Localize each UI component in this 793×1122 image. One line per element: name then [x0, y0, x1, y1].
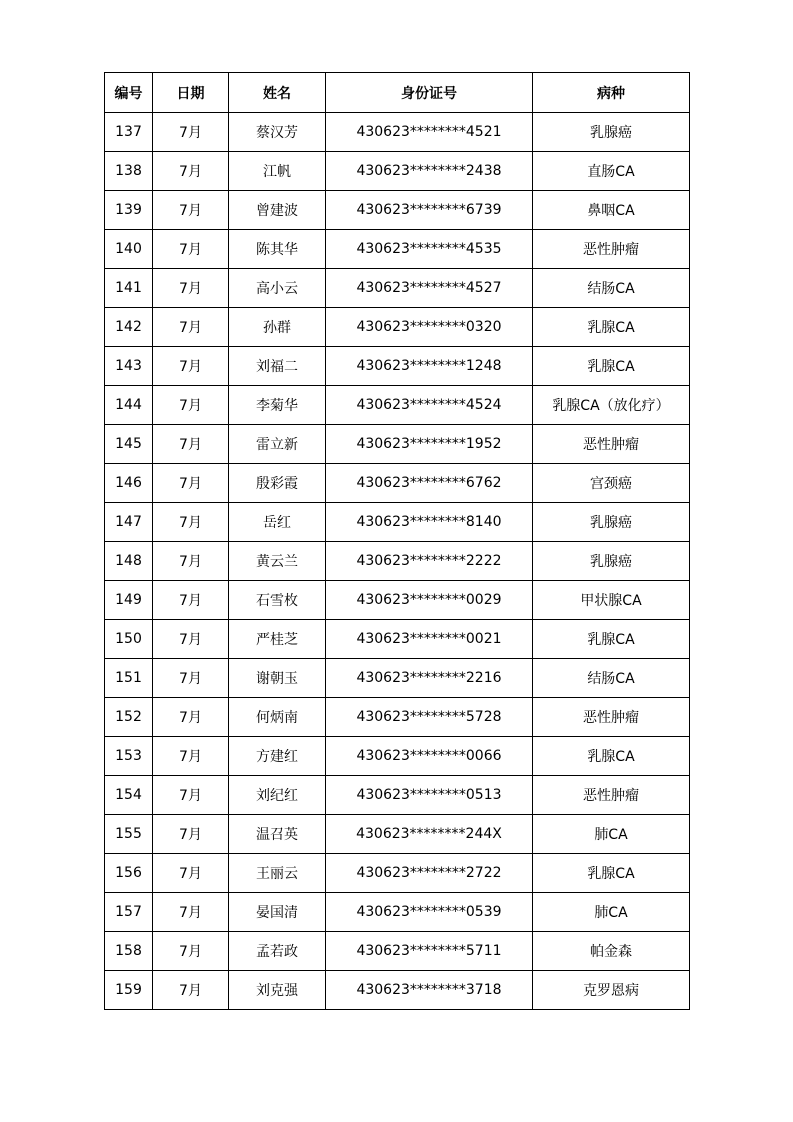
cell-name: 孟若政 [229, 932, 326, 971]
cell-date: 7月 [153, 893, 229, 932]
cell-disease: 鼻咽CA [533, 191, 690, 230]
table-row [105, 620, 690, 659]
cell-number: 150 [105, 620, 153, 659]
cell-number: 145 [105, 425, 153, 464]
table-row [105, 737, 690, 776]
cell-name: 刘克强 [229, 971, 326, 1010]
table-row [105, 269, 690, 308]
cell-number: 141 [105, 269, 153, 308]
cell-name: 何炳南 [229, 698, 326, 737]
cell-date: 7月 [153, 542, 229, 581]
cell-number: 147 [105, 503, 153, 542]
cell-date: 7月 [153, 854, 229, 893]
table-row [105, 542, 690, 581]
table-row [105, 698, 690, 737]
cell-date: 7月 [153, 308, 229, 347]
cell-number: 137 [105, 113, 153, 152]
cell-id-number: 430623********2438 [326, 152, 533, 191]
table-row [105, 230, 690, 269]
cell-id-number: 430623********4524 [326, 386, 533, 425]
cell-date: 7月 [153, 230, 229, 269]
table-row [105, 347, 690, 386]
cell-disease: 结肠CA [533, 659, 690, 698]
table-header-row [105, 73, 690, 113]
table-row [105, 308, 690, 347]
cell-number: 155 [105, 815, 153, 854]
cell-number: 138 [105, 152, 153, 191]
cell-disease: 帕金森 [533, 932, 690, 971]
cell-date: 7月 [153, 191, 229, 230]
cell-date: 7月 [153, 815, 229, 854]
cell-name: 王丽云 [229, 854, 326, 893]
cell-date: 7月 [153, 737, 229, 776]
cell-name: 岳红 [229, 503, 326, 542]
table-row [105, 581, 690, 620]
cell-number: 153 [105, 737, 153, 776]
cell-disease: 恶性肿瘤 [533, 425, 690, 464]
cell-id-number: 430623********0320 [326, 308, 533, 347]
table-row [105, 776, 690, 815]
cell-name: 陈其华 [229, 230, 326, 269]
cell-id-number: 430623********8140 [326, 503, 533, 542]
cell-number: 140 [105, 230, 153, 269]
cell-id-number: 430623********0066 [326, 737, 533, 776]
table-row [105, 152, 690, 191]
cell-number: 148 [105, 542, 153, 581]
cell-number: 143 [105, 347, 153, 386]
cell-id-number: 430623********5711 [326, 932, 533, 971]
cell-id-number: 430623********5728 [326, 698, 533, 737]
cell-number: 144 [105, 386, 153, 425]
cell-disease: 乳腺癌 [533, 503, 690, 542]
cell-date: 7月 [153, 269, 229, 308]
table-row [105, 815, 690, 854]
cell-disease: 肺CA [533, 893, 690, 932]
table-row [105, 464, 690, 503]
table-row [105, 932, 690, 971]
cell-date: 7月 [153, 347, 229, 386]
cell-date: 7月 [153, 113, 229, 152]
cell-number: 146 [105, 464, 153, 503]
cell-number: 139 [105, 191, 153, 230]
cell-disease: 恶性肿瘤 [533, 698, 690, 737]
cell-name: 方建红 [229, 737, 326, 776]
cell-date: 7月 [153, 698, 229, 737]
cell-disease: 乳腺CA [533, 737, 690, 776]
cell-name: 李菊华 [229, 386, 326, 425]
table-row [105, 113, 690, 152]
cell-id-number: 430623********0021 [326, 620, 533, 659]
cell-date: 7月 [153, 776, 229, 815]
cell-date: 7月 [153, 659, 229, 698]
cell-number: 159 [105, 971, 153, 1010]
cell-id-number: 430623********2216 [326, 659, 533, 698]
cell-id-number: 430623********0513 [326, 776, 533, 815]
cell-name: 雷立新 [229, 425, 326, 464]
cell-disease: 乳腺癌 [533, 542, 690, 581]
cell-id-number: 430623********2722 [326, 854, 533, 893]
cell-disease: 宫颈癌 [533, 464, 690, 503]
cell-disease: 乳腺CA [533, 308, 690, 347]
cell-disease: 克罗恩病 [533, 971, 690, 1010]
cell-disease: 结肠CA [533, 269, 690, 308]
cell-id-number: 430623********2222 [326, 542, 533, 581]
cell-name: 蔡汉芳 [229, 113, 326, 152]
cell-date: 7月 [153, 971, 229, 1010]
cell-disease: 乳腺CA [533, 620, 690, 659]
table-row [105, 425, 690, 464]
cell-id-number: 430623********6762 [326, 464, 533, 503]
table-row [105, 971, 690, 1010]
cell-disease: 直肠CA [533, 152, 690, 191]
cell-number: 156 [105, 854, 153, 893]
cell-number: 152 [105, 698, 153, 737]
cell-number: 142 [105, 308, 153, 347]
header-name: 姓名 [229, 73, 326, 113]
table-row [105, 659, 690, 698]
cell-name: 高小云 [229, 269, 326, 308]
cell-disease: 乳腺CA（放化疗） [533, 386, 690, 425]
cell-date: 7月 [153, 464, 229, 503]
cell-id-number: 430623********244X [326, 815, 533, 854]
cell-id-number: 430623********4521 [326, 113, 533, 152]
cell-name: 严桂芝 [229, 620, 326, 659]
cell-id-number: 430623********0539 [326, 893, 533, 932]
cell-name: 晏国清 [229, 893, 326, 932]
cell-number: 157 [105, 893, 153, 932]
cell-name: 刘福二 [229, 347, 326, 386]
cell-date: 7月 [153, 386, 229, 425]
cell-date: 7月 [153, 932, 229, 971]
cell-disease: 乳腺CA [533, 347, 690, 386]
cell-disease: 肺CA [533, 815, 690, 854]
cell-number: 151 [105, 659, 153, 698]
cell-disease: 乳腺CA [533, 854, 690, 893]
cell-number: 154 [105, 776, 153, 815]
cell-name: 刘纪红 [229, 776, 326, 815]
cell-name: 孙群 [229, 308, 326, 347]
table-body [105, 113, 690, 1010]
header-date: 日期 [153, 73, 229, 113]
cell-id-number: 430623********6739 [326, 191, 533, 230]
cell-disease: 乳腺癌 [533, 113, 690, 152]
cell-name: 江帆 [229, 152, 326, 191]
header-number: 编号 [105, 73, 153, 113]
cell-id-number: 430623********1248 [326, 347, 533, 386]
cell-id-number: 430623********3718 [326, 971, 533, 1010]
cell-name: 殷彩霞 [229, 464, 326, 503]
cell-disease: 恶性肿瘤 [533, 776, 690, 815]
cell-id-number: 430623********1952 [326, 425, 533, 464]
cell-date: 7月 [153, 503, 229, 542]
cell-date: 7月 [153, 425, 229, 464]
cell-date: 7月 [153, 620, 229, 659]
cell-id-number: 430623********0029 [326, 581, 533, 620]
cell-disease: 恶性肿瘤 [533, 230, 690, 269]
cell-name: 黄云兰 [229, 542, 326, 581]
patient-table [104, 72, 690, 1010]
header-disease: 病种 [533, 73, 690, 113]
cell-id-number: 430623********4527 [326, 269, 533, 308]
cell-name: 谢朝玉 [229, 659, 326, 698]
cell-name: 曾建波 [229, 191, 326, 230]
table-row [105, 503, 690, 542]
header-id-number: 身份证号 [326, 73, 533, 113]
cell-number: 158 [105, 932, 153, 971]
cell-number: 149 [105, 581, 153, 620]
table-row [105, 893, 690, 932]
cell-name: 温召英 [229, 815, 326, 854]
table-row [105, 191, 690, 230]
cell-disease: 甲状腺CA [533, 581, 690, 620]
cell-name: 石雪枚 [229, 581, 326, 620]
table-row [105, 386, 690, 425]
cell-date: 7月 [153, 152, 229, 191]
cell-id-number: 430623********4535 [326, 230, 533, 269]
table-row [105, 854, 690, 893]
cell-date: 7月 [153, 581, 229, 620]
